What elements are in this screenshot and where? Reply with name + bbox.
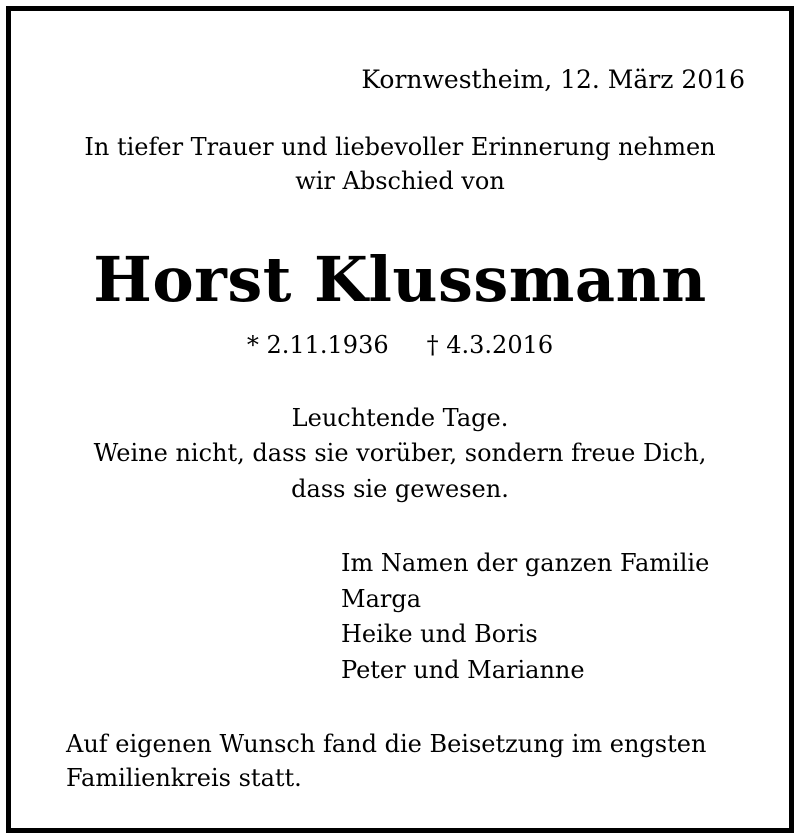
closing-line: Auf eigenen Wunsch fand die Beisetzung im engsten — [66, 730, 707, 758]
intro-line: wir Abschied von — [295, 167, 505, 195]
place-date: Kornwestheim, 12. März 2016 — [361, 65, 745, 94]
verse-line: Weine nicht, dass sie vorüber, sondern freue Dich, — [93, 439, 707, 467]
family-line: Peter und Marianne — [341, 656, 585, 684]
obituary-notice — [6, 6, 794, 833]
family-line: Im Namen der ganzen Familie — [341, 549, 710, 577]
verse-line: dass sie gewesen. — [291, 475, 509, 503]
intro-line: In tiefer Trauer und liebevoller Erinnerung nehmen — [84, 133, 716, 161]
closing-line: Familienkreis statt. — [66, 764, 302, 792]
deceased-name: Horst Klussmann — [93, 243, 707, 316]
life-dates — [11, 333, 789, 357]
verse-line: Leuchtende Tage. — [291, 404, 509, 432]
family-line: Marga — [341, 585, 422, 613]
family-line: Heike und Boris — [341, 620, 538, 648]
birth-date: * 2.11.1936 — [246, 331, 389, 359]
death-date: † 4.3.2016 — [426, 331, 554, 359]
